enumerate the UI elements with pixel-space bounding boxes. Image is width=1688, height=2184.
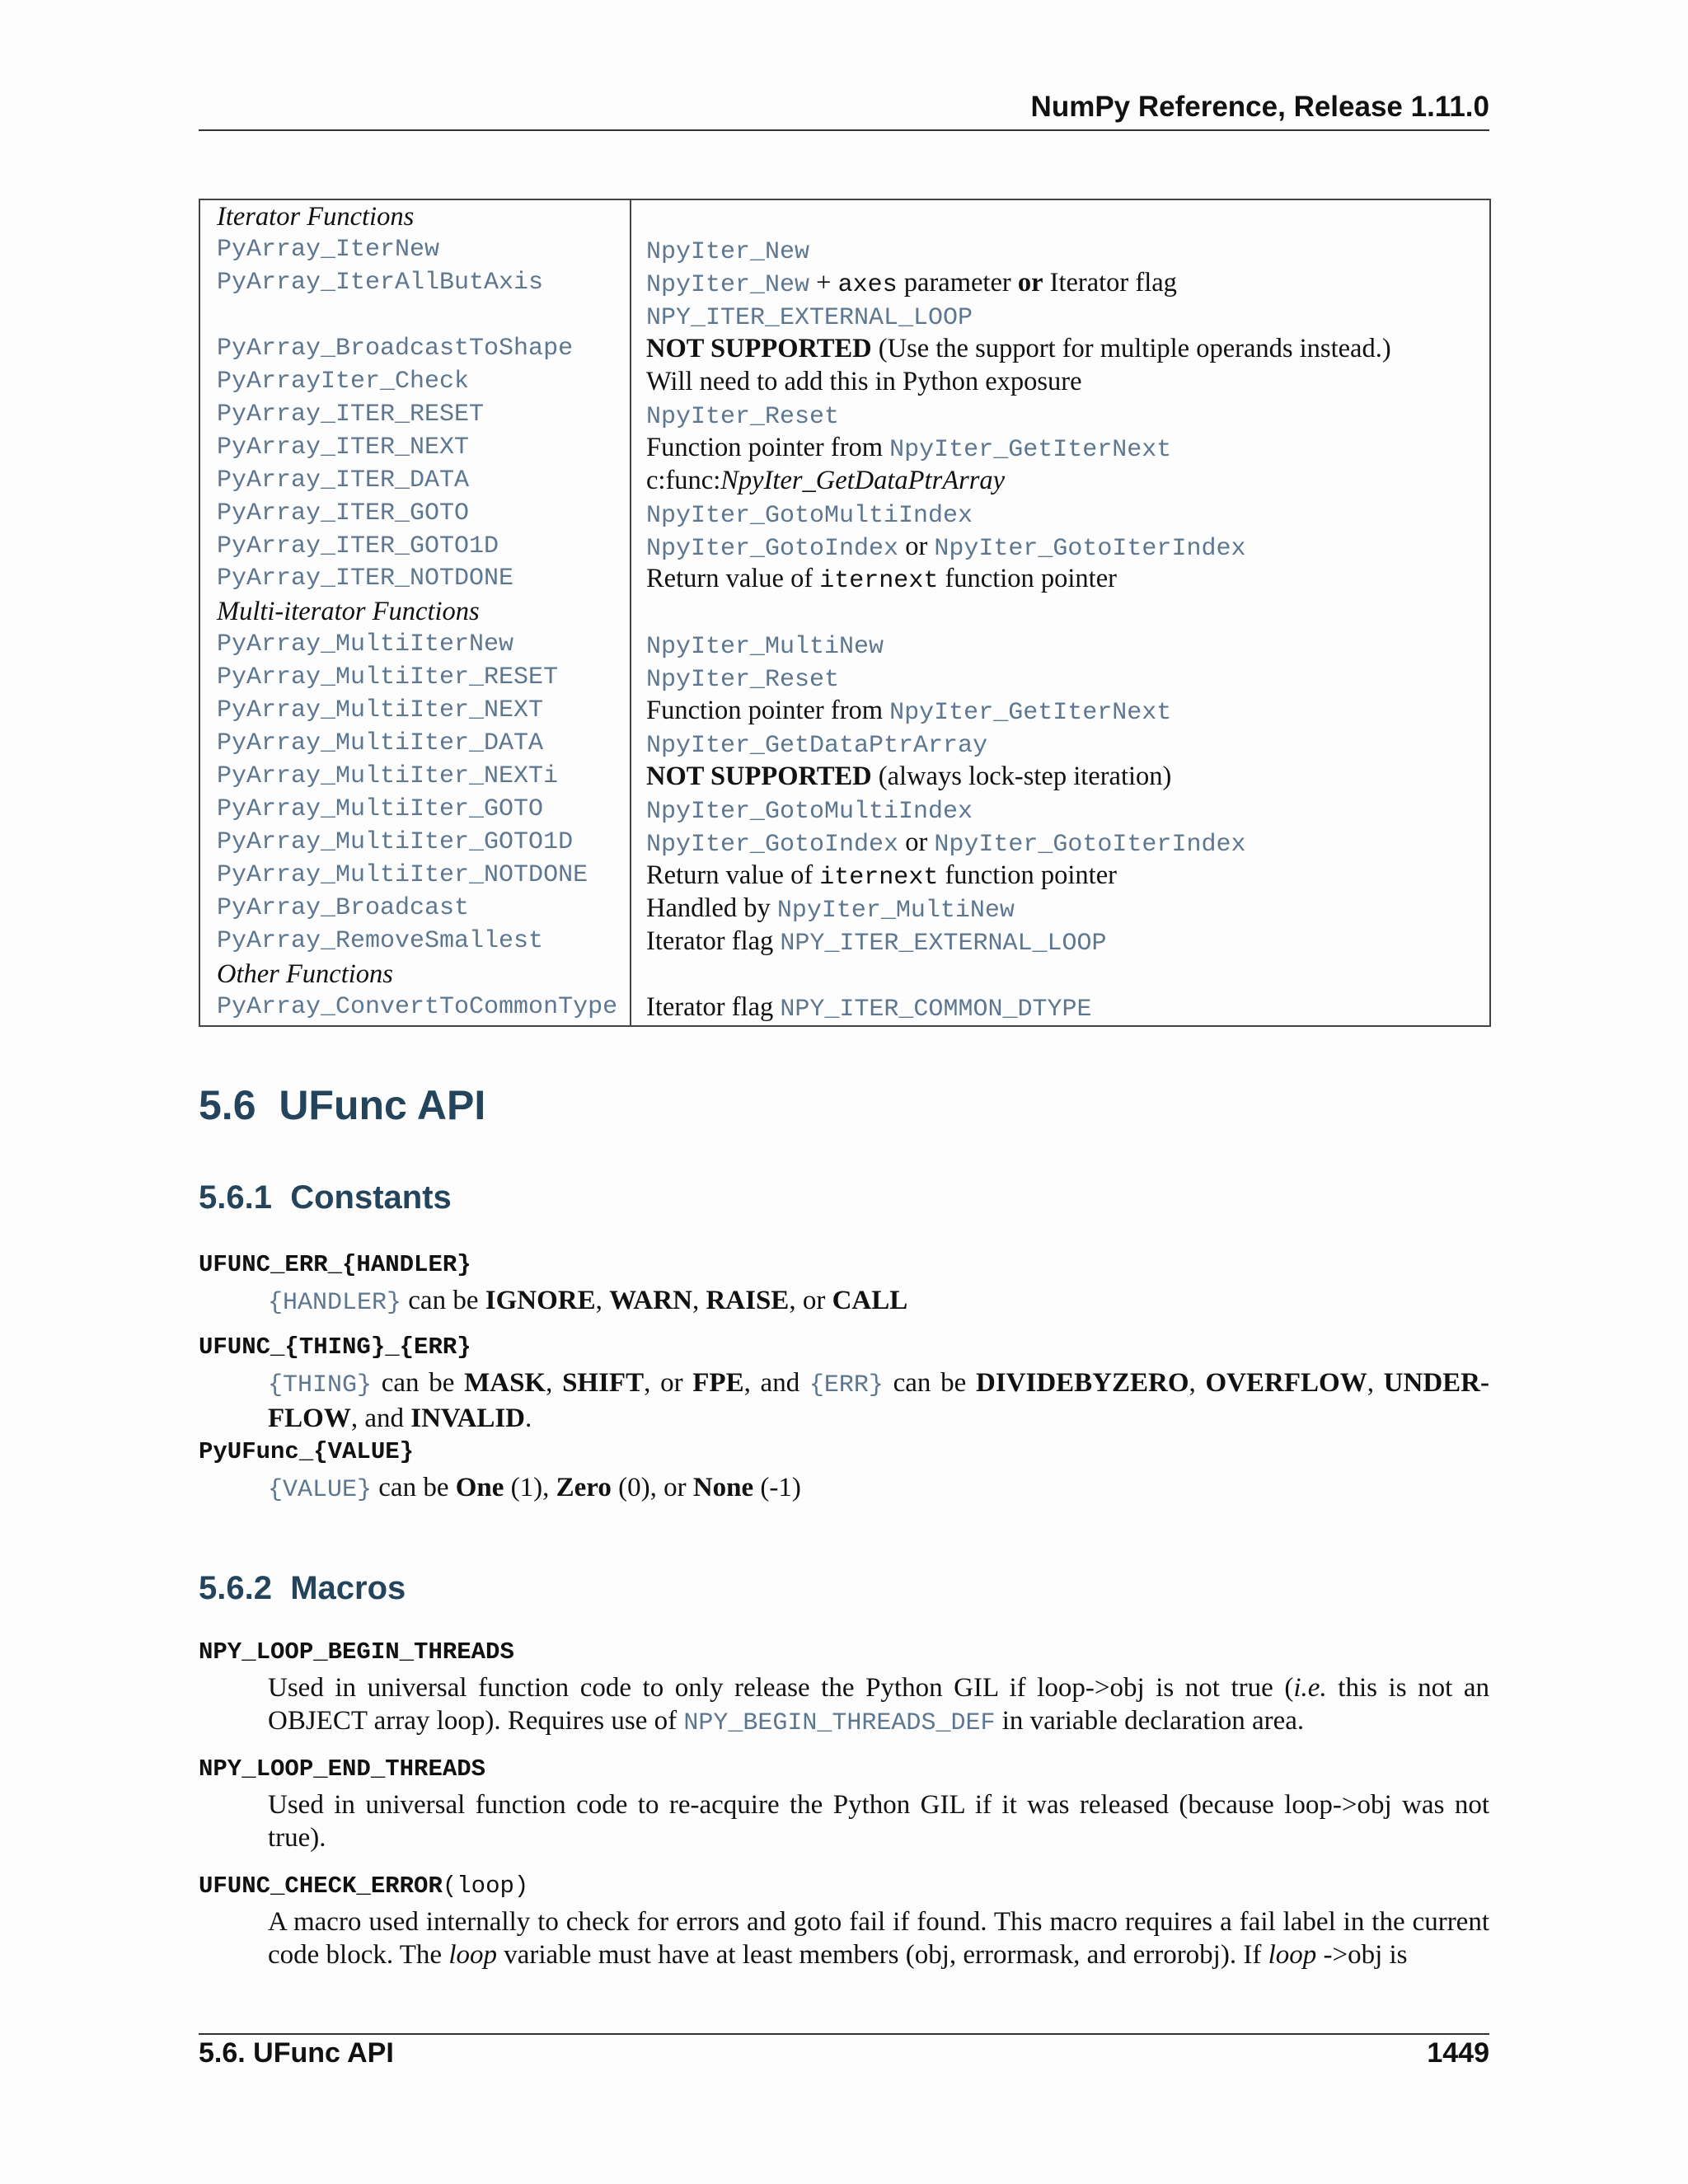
text: , or (789, 1286, 832, 1315)
old-api-link[interactable]: PyArray_MultiIter_NEXTi (217, 762, 559, 791)
code-link[interactable]: NpyIter_MultiNew (646, 633, 884, 662)
table-row (200, 530, 1489, 563)
old-api-link[interactable]: PyArray_MultiIter_GOTO (217, 795, 544, 824)
table-row (200, 727, 1489, 760)
bold-text: Zero (556, 1473, 612, 1502)
term-name: UFUNC_CHECK_ERROR (199, 1872, 443, 1900)
table-section-label: Multi-iterator Functions (217, 597, 480, 627)
text: (1), (504, 1473, 556, 1502)
bold-text: None (692, 1473, 754, 1502)
term-name: PyUFunc_{VALUE} (199, 1438, 415, 1465)
term-name: NPY_LOOP_END_THREADS (199, 1755, 486, 1783)
text: A macro used internally to check for errors and goto fail if found. This macro requires a fail label in the current code block. The (268, 1907, 1489, 1970)
old-api-link[interactable]: PyArray_MultiIter_DATA (217, 729, 544, 758)
new-api-cell (646, 826, 1245, 861)
old-api-link[interactable]: PyArray_ITER_NOTDONE (217, 565, 514, 593)
code-link[interactable]: NpyIter_GotoMultiIndex (646, 798, 973, 827)
text: + (809, 267, 838, 298)
bold-text: SHIFT (562, 1368, 645, 1398)
definition-description (268, 1471, 1489, 1507)
text: , (595, 1286, 610, 1315)
text: parameter (897, 267, 1018, 298)
definition-description (268, 1284, 1489, 1319)
definition-description (268, 1671, 1489, 1740)
code-placeholder: {VALUE} (268, 1476, 373, 1504)
text: (always lock-step iteration) (871, 762, 1172, 792)
new-api-cell (646, 628, 884, 663)
text: Return value of (646, 564, 820, 594)
text: , (1189, 1368, 1206, 1398)
text: Function pointer from (646, 696, 890, 726)
text: function pointer (938, 564, 1117, 594)
text: . (525, 1404, 532, 1433)
term-name: UFUNC_ERR_{HANDLER} (199, 1251, 471, 1278)
definition-description (268, 1366, 1489, 1435)
definition-term (199, 1638, 514, 1666)
table-row (200, 562, 1489, 595)
code-link[interactable]: NpyIter_GotoMultiIndex (646, 501, 973, 530)
term-name: NPY_LOOP_BEGIN_THREADS (199, 1638, 514, 1666)
code-link[interactable]: NpyIter_GetIterNext (889, 699, 1172, 728)
old-api-link[interactable]: PyArray_RemoveSmallest (217, 926, 544, 955)
bold-text: CALL (832, 1286, 908, 1315)
code-text: axes (837, 270, 898, 299)
table-section-label: Other Functions (217, 958, 393, 989)
old-api-link[interactable]: PyArray_MultiIter_NOTDONE (217, 861, 588, 889)
new-api-cell (646, 661, 839, 696)
page-number: 1449 (1427, 2037, 1489, 2069)
code-link[interactable]: NpyIter_MultiNew (776, 896, 1015, 925)
text: function pointer (938, 860, 1117, 890)
bold-text: INVALID (410, 1404, 526, 1433)
code-link[interactable]: NpyIter_New (646, 237, 810, 266)
new-api-cell (646, 530, 1245, 565)
text: Used in universal function code to re-acquire the Python GIL if it was released (because loop->obj was not true). (268, 1790, 1489, 1853)
text: Iterator flag (646, 926, 781, 956)
old-api-link[interactable]: PyArray_BroadcastToShape (217, 334, 574, 363)
table-row (200, 661, 1489, 694)
new-api-cell (646, 299, 973, 335)
code-link[interactable]: NpyIter_Reset (646, 402, 840, 431)
table-row (200, 431, 1489, 464)
term-name: UFUNC_{THING}_{ERR} (199, 1333, 471, 1361)
bold-text: or (1017, 267, 1043, 298)
new-api-cell (646, 859, 1117, 894)
italic-text: NpyIter_GetDataPtrArray (720, 465, 1006, 495)
table-row (200, 266, 1489, 299)
table-row (200, 365, 1489, 398)
text: (0), or (611, 1473, 693, 1502)
code-link[interactable]: NPY_BEGIN_THREADS_DEF (683, 1709, 996, 1737)
old-api-link[interactable]: PyArray_ITER_DATA (217, 466, 470, 494)
text: Used in universal function code to only release the Python GIL if loop->obj is not true ( (268, 1673, 1294, 1703)
table-row (200, 332, 1489, 365)
text: or (898, 827, 935, 858)
table-section-row (200, 200, 1489, 233)
italic-text: loop (1268, 1940, 1317, 1970)
footer-section: 5.6. UFunc API (199, 2037, 394, 2069)
bold-text: NOT SUPPORTED (646, 762, 872, 792)
bold-text: NOT SUPPORTED (646, 333, 872, 363)
old-api-link[interactable]: PyArray_ITER_GOTO1D (217, 532, 499, 560)
text: Will need to add this in Python exposure (646, 366, 1082, 396)
italic-text: i.e. (1293, 1673, 1327, 1703)
text: Iterator flag (646, 991, 781, 1022)
bold-text: RAISE (706, 1286, 790, 1315)
text: or (898, 531, 935, 561)
text: (Use the support for multiple operands instead.) (871, 333, 1391, 363)
text: variable must have at least members (obj, errormask, and errorobj). If (497, 1940, 1268, 1970)
old-api-link[interactable]: PyArray_Broadcast (217, 893, 470, 922)
old-api-link[interactable]: PyArray_MultiIterNew (217, 630, 514, 659)
text: can be (372, 1368, 465, 1398)
new-api-cell (646, 925, 1106, 960)
table-row (200, 233, 1489, 266)
table-row (200, 892, 1489, 925)
bold-text: UNDER-FLOW (268, 1368, 1489, 1433)
text: , or (644, 1368, 693, 1398)
iterator-mapping-table (199, 199, 1491, 1027)
text: can be (372, 1473, 456, 1502)
old-api-link[interactable]: PyArray_MultiIter_GOTO1D (217, 828, 574, 857)
table-section-label: Iterator Functions (217, 202, 415, 232)
old-api-link[interactable]: PyArray_ITER_RESET (217, 400, 485, 429)
text: (-1) (753, 1473, 801, 1502)
old-api-link[interactable]: PyArray_ITER_NEXT (217, 433, 470, 462)
old-api-link[interactable]: PyArray_IterNew (217, 235, 440, 264)
old-api-link[interactable]: PyArrayIter_Check (217, 367, 470, 396)
table-section-row (200, 958, 1489, 991)
text: Handled by (646, 893, 777, 923)
definition-term (199, 1438, 414, 1465)
text: , (1367, 1368, 1384, 1398)
definition-description (268, 1788, 1489, 1854)
table-row (200, 398, 1489, 431)
header-rule (199, 129, 1489, 131)
text: , and (350, 1404, 411, 1433)
code-link[interactable]: NpyIter_GotoIndex (646, 831, 899, 860)
table-row (200, 628, 1489, 661)
running-header: NumPy Reference, Release 1.11.0 (1030, 91, 1489, 123)
code-link[interactable]: NpyIter_GetIterNext (889, 435, 1172, 464)
table-row (200, 859, 1489, 892)
code-link[interactable]: NpyIter_GotoIterIndex (934, 831, 1246, 860)
new-api-cell (646, 365, 1082, 398)
code-placeholder: {HANDLER} (268, 1289, 402, 1317)
code-link[interactable]: NpyIter_GotoIterIndex (934, 534, 1246, 563)
new-api-cell (646, 562, 1117, 598)
code-link[interactable]: NPY_ITER_EXTERNAL_LOOP (780, 929, 1107, 958)
bold-text: MASK (464, 1368, 546, 1398)
new-api-cell (646, 727, 987, 762)
text: , (692, 1286, 706, 1315)
bold-text: WARN (609, 1286, 692, 1315)
subsection-heading-macros: 5.6.2 Macros (199, 1570, 406, 1606)
text: can be (883, 1368, 976, 1398)
code-link[interactable]: NpyIter_New (646, 270, 810, 299)
bold-text: IGNORE (485, 1286, 596, 1315)
new-api-cell (646, 694, 1171, 729)
new-api-cell (646, 398, 839, 434)
definition-description (268, 1905, 1489, 1971)
table-row (200, 497, 1489, 530)
table-row (200, 464, 1489, 497)
text: Function pointer from (646, 432, 890, 462)
code-link[interactable]: NPY_ITER_EXTERNAL_LOOP (646, 303, 973, 332)
code-placeholder: {THING} (268, 1371, 373, 1399)
table-row (200, 694, 1489, 727)
definition-term (199, 1755, 485, 1783)
definition-term (199, 1333, 471, 1361)
code-link[interactable]: NpyIter_GotoIndex (646, 534, 899, 563)
definition-term (199, 1251, 471, 1278)
table-row (200, 793, 1489, 826)
bold-text: DIVIDEBYZERO (975, 1368, 1189, 1398)
table-row (200, 299, 1489, 332)
term-args: (loop) (442, 1872, 529, 1900)
table-section-row (200, 595, 1489, 628)
new-api-cell (646, 464, 1005, 497)
text: this is not an OBJECT array loop). Requires use of (268, 1673, 1489, 1736)
text: in variable declaration area. (995, 1706, 1305, 1736)
text: , (546, 1368, 563, 1398)
code-text: iternext (819, 864, 939, 892)
text: ->obj is (1316, 1940, 1408, 1970)
old-api-link[interactable]: PyArray_MultiIter_RESET (217, 663, 559, 692)
new-api-cell (646, 266, 1177, 302)
new-api-cell (646, 431, 1171, 466)
section-heading: 5.6 UFunc API (199, 1082, 486, 1128)
new-api-cell (646, 793, 973, 828)
italic-text: loop (448, 1940, 497, 1970)
footer-rule (199, 2033, 1489, 2035)
definition-term (199, 1872, 528, 1900)
old-api-link[interactable]: PyArray_MultiIter_NEXT (217, 696, 544, 725)
new-api-cell (646, 497, 973, 532)
text: Iterator flag (1043, 267, 1177, 298)
table-row (200, 991, 1489, 1024)
bold-text: FPE (692, 1368, 744, 1398)
new-api-cell (646, 991, 1091, 1026)
code-link[interactable]: NpyIter_Reset (646, 666, 840, 695)
code-placeholder: {ERR} (809, 1371, 884, 1399)
old-api-link[interactable]: PyArray_ITER_GOTO (217, 499, 470, 527)
bold-text: One (455, 1473, 504, 1502)
table-row (200, 826, 1489, 859)
table-row (200, 760, 1489, 793)
text: c:func: (646, 465, 721, 495)
bold-text: OVERFLOW (1205, 1368, 1367, 1398)
code-link[interactable]: NPY_ITER_COMMON_DTYPE (780, 995, 1092, 1024)
text: Return value of (646, 860, 820, 890)
code-link[interactable]: NpyIter_GetDataPtrArray (646, 732, 988, 761)
table-row (200, 925, 1489, 958)
new-api-cell (646, 332, 1391, 365)
new-api-cell (646, 233, 809, 269)
subsection-heading-constants: 5.6.1 Constants (199, 1179, 452, 1216)
new-api-cell (646, 892, 1015, 927)
old-api-link[interactable]: PyArray_IterAllButAxis (217, 268, 544, 297)
code-text: iternext (819, 567, 939, 596)
text: , and (743, 1368, 809, 1398)
old-api-link[interactable]: PyArray_ConvertToCommonType (217, 992, 618, 1021)
text: can be (401, 1286, 485, 1315)
new-api-cell (646, 760, 1171, 793)
